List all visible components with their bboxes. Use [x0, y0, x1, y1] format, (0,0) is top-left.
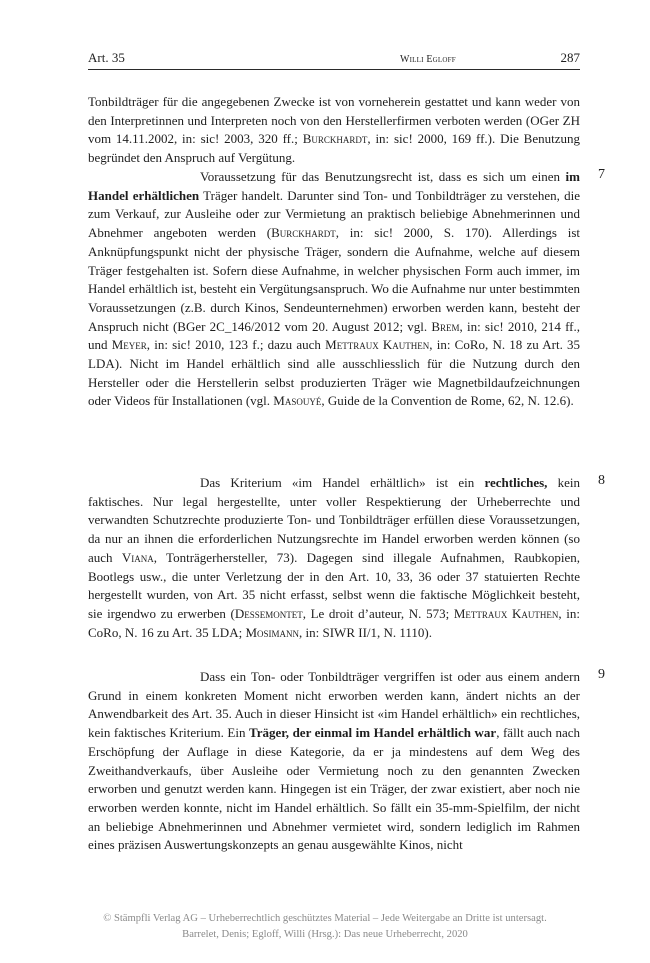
text-run: Voraussetzung für das Benutzungsrecht ist, dass es sich um einen	[200, 169, 566, 184]
margin-number: 8	[598, 473, 605, 488]
author-name: Burckhardt	[302, 131, 368, 147]
text-run: Das Kriterium «im Handel erhältlich» ist ein	[200, 475, 485, 490]
text-run: , in: sic! 2000, S. 170). Allerdings ist Anknüpfungspunkt nicht der physische Träger, sondern die Aufnahme, welche auf diesem Träger festgehalten ist. Sofern diese Aufnahme, in welcher physischen Form auch immer, im Handel erhältlich ist, besteht ein Vergütungsanspruch. Wo die Aufnahme nur unter bestimmten Voraussetzungen (z.B. durch Kinos, Sendeunternehmen) erworben werden kann, besteht der Anspruch nicht (BGer 2C_146/2012 vom 20. August 2012; vgl.	[88, 225, 580, 334]
text-run: , Tonträgerhersteller, 73). Dagegen sind illegale Aufnahmen, Raubkopien, Bootlegs usw., die unter Verletzung der in den Art. 10, 33, 36 oder 37 statuierten Rechte hergestellt wurden, von Art. 35 nicht erfasst, selbst wenn die faktische Möglichkeit besteht, sie irgendwo zu erwerben (	[88, 549, 580, 621]
text-run: Dass ein Ton- oder Tonbildträger vergriffen ist oder aus einem andern Grund in einem konkreten Moment nicht erworben werden kann, ändert nichts an der Anwendbarkeit des Art. 35. Auch in dieser Hinsicht ist «im Handel erhältlich» ein rechtliches, kein faktisches Kriterium. Ein	[88, 669, 580, 741]
paragraph-text	[88, 168, 580, 411]
paragraph-continuation	[88, 93, 580, 168]
author-name: Mosimann	[245, 624, 300, 640]
author-name: Meyer	[111, 337, 147, 353]
text-run: kein faktisches. Nur legal hergestellte, unter voller Respektierung der Urheberrechte und verwandten Schutzrechte produzierte Ton- und Tonbildträger erfüllen diese Voraussetzungen, da nur an ihnen die erforderlichen Nutzungsrechte im Handel erworben werden können (so auch	[88, 475, 580, 565]
paragraph-text	[88, 474, 580, 642]
text-run: Träger handelt. Darunter sind Ton- und Tonbildträger zu verstehen, die zum Verkauf, zur Ausleihe oder zur Vermietung an praktisch beliebige Abnehmerinnen und Abnehmer angeboten werden (	[88, 187, 580, 241]
text-run: , in: sic! 2000, 169 ff.). Die Benutzung begründet den Anspruch auf Vergütung.	[88, 131, 580, 166]
text-run: , in: sic! 2010, 214 ff., und	[88, 318, 580, 353]
header-article: Art. 35	[88, 50, 125, 65]
page-number: 287	[560, 50, 580, 65]
author-name: Dessemontet	[234, 605, 303, 621]
author-name: Viana	[121, 549, 154, 565]
bold-term: rechtliches,	[484, 475, 548, 490]
margin-number: 7	[598, 167, 605, 182]
paragraph-text	[88, 668, 580, 855]
running-header	[88, 47, 580, 70]
author-name: Brem	[431, 318, 460, 334]
footer-line-2: Barrelet, Denis; Egloff, Willi (Hrsg.): Das neue Urheberrecht, 2020	[182, 929, 468, 940]
copyright-footer	[0, 911, 650, 943]
paragraph-8	[88, 474, 580, 642]
bold-term: Träger, der einmal im Handel erhältlich war	[248, 725, 497, 741]
paragraph-7	[88, 168, 580, 411]
text-run: , Le droit d’auteur, N. 573;	[302, 605, 454, 621]
text-run: , fällt auch nach Erschöpfung der Auflage in diese Kategorie, da er ja mindestens auf dem Weg des Zweithandverkaufs, über Ausleihe oder Vermietung noch zu den genannten Zwecken erworben und genutzt werden kann. Hingegen ist ein Träger, der zwar existiert, aber noch nie erworben werden konnte, nicht im Handel erhältlich. So fällt ein 35-mm-Spielfilm, der nicht an beliebige Abnehmerinnen und Abnehmer vermietet wird, sondern lediglich im Rahmen eines präzisen Auswertungskonzepts an genau ausgewählte Kinos, nicht	[88, 725, 581, 853]
text-run: , in: CoRo, N. 16 zu Art. 35 LDA;	[88, 605, 580, 640]
author-name: Mettraux Kauthen	[325, 337, 430, 353]
margin-number: 9	[598, 667, 605, 682]
text-run: , in: sic! 2010, 123 f.; dazu auch	[146, 337, 326, 353]
header-author-first: Willi	[400, 54, 427, 65]
paragraph-text	[88, 93, 580, 168]
text-run: , Guide de la Convention de Rome, 62, N. 12.6).	[321, 393, 574, 409]
author-name: Masouyé	[273, 393, 322, 409]
header-author	[400, 50, 456, 66]
author-name: Burckhardt	[271, 225, 336, 241]
text-run: , in: SIWR II/1, N. 1110).	[299, 624, 433, 640]
text-run: , in: CoRo, N. 18 zu Art. 35 LDA). Nicht im Handel erhältlich sind alle ausschliesslich für die Nutzung durch den Hersteller oder die Herstellerin selbst produzierten Träger wie Magnetbildaufzeichnungen oder Videos für Installationen (vgl.	[88, 337, 581, 409]
paragraph-9	[88, 668, 580, 855]
text-run: Tonbildträger für die angegebenen Zwecke ist von vorneherein gestattet und kann weder von den Interpretinnen und Interpreten noch von den Herstellerfirmen verboten werden (OGer ZH vom 14.11.2002, in: sic! 2003, 320 ff.;	[88, 94, 580, 147]
bold-term: im Handel erhältlichen	[88, 169, 580, 203]
footer-line-1: © Stämpfli Verlag AG – Urheberrechtlich geschütztes Material – Jede Weitergabe an Dritte ist untersagt.	[103, 913, 547, 924]
author-name: Mettraux Kauthen	[453, 605, 559, 621]
header-author-last: Egloff	[426, 54, 456, 65]
